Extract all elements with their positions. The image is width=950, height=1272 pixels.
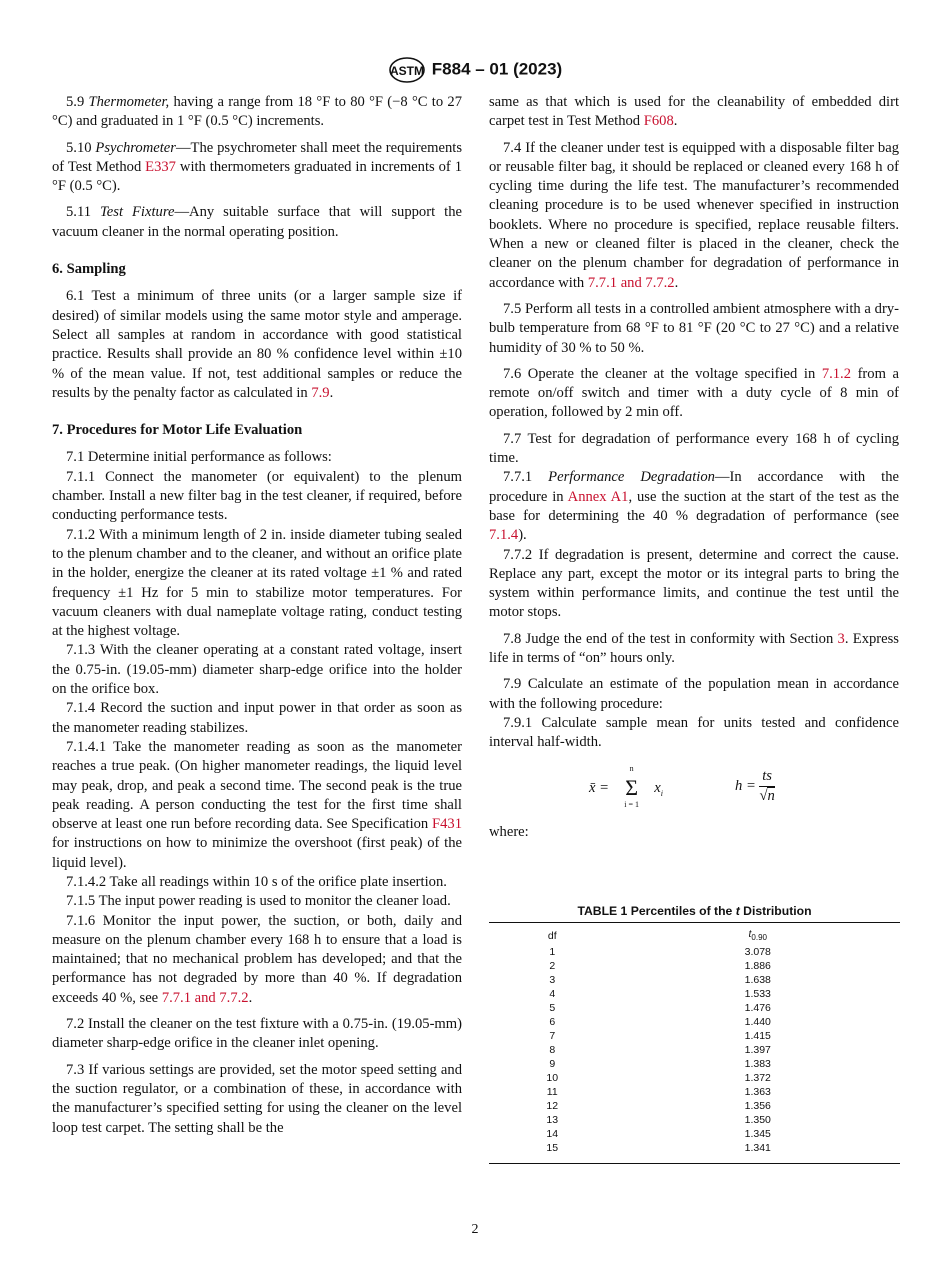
- df-cell: 5: [549, 1001, 556, 1014]
- t-value-cell: 3.078: [744, 945, 771, 958]
- df-cell: 8: [549, 1043, 556, 1056]
- t-value-cell: 1.345: [744, 1127, 771, 1140]
- table-row: [489, 987, 900, 1001]
- sample-mean-formula: x̄ = n Σ i = 1 $x_i$: [589, 763, 664, 809]
- table-row: [489, 1057, 900, 1071]
- cross-reference-link[interactable]: 7.7.1 and 7.7.2: [587, 274, 675, 291]
- t-distribution-table: [489, 904, 900, 1164]
- df-cell: 4: [549, 987, 556, 1000]
- paragraph: 6.1 Test a minimum of three units (or a larger sample size if desired) of similar models using the same motor style and amperage. Select all samples at random in accordance with good statistical practice. Results shall provide an 80 % confidence level within ±10 % of the mean value. If not, test additional samples or reduce the results by the penalty factor as calculated in 7.9.: [52, 288, 462, 401]
- where-label: where:: [489, 823, 529, 840]
- t-value-cell: 1.533: [744, 987, 771, 1000]
- table-caption: TABLE 1 Percentiles of the t Distribution: [577, 903, 812, 918]
- t-value-cell: 1.886: [744, 959, 771, 972]
- df-cell: 12: [546, 1099, 559, 1112]
- paragraph: 7.3 If various settings are provided, set the motor speed setting and the suction regulator, or a combination of these, in accordance with the manufacturer’s specified setting for using the cleaner on the level loop test carpet. The setting shall be the: [52, 1061, 462, 1136]
- svg-text:ASTM: ASTM: [389, 64, 424, 78]
- t-value-cell: 1.476: [744, 1001, 771, 1014]
- df-cell: 3: [549, 973, 556, 986]
- paragraph: 7.5 Perform all tests in a controlled ambient atmosphere with a dry-bulb temperature from 68 °F to 81 °F (20 °C to 27 °C) and a relative humidity of 30 % to 50 %.: [489, 300, 899, 356]
- df-cell: 11: [546, 1085, 558, 1098]
- t-value-cell: 1.356: [744, 1099, 771, 1112]
- cross-reference-link[interactable]: E337: [145, 158, 176, 175]
- table-row: [489, 1085, 900, 1099]
- t-value-cell: 1.415: [744, 1029, 771, 1042]
- paragraph: 5.9 Thermometer, having a range from 18 °F to 80 °F (−8 °C to 27 °C) and graduated in 1 °F (0.5 °C) increments.: [52, 94, 463, 130]
- df-cell: 15: [546, 1141, 559, 1154]
- cross-reference-link[interactable]: F431: [431, 816, 462, 833]
- df-cell: 7: [549, 1029, 556, 1042]
- paragraph: 7.1.4.1 Take the manometer reading as soon as the manometer reaches a true peak. (On higher manometer readings, the liquid level may peak, drop, and peak a second time. The second peak is the true peak reading. A person conducting the test for the first time shall observe at least one run before recording data. See Specification F431 for instructions on how to minimize the overshoot (first peak) of the liquid level).: [52, 738, 462, 871]
- cross-reference-link[interactable]: Annex A1: [567, 488, 629, 505]
- cross-reference-link[interactable]: F608: [643, 113, 674, 130]
- table-row: [489, 1099, 900, 1113]
- paragraph: 7.9.1 Calculate sample mean for units tested and confidence interval half-width.: [489, 714, 899, 751]
- column-header-t: $t_{0.90}$: [748, 927, 767, 942]
- t-value-cell: 1.341: [744, 1141, 771, 1154]
- paragraph: 7.7.1 Performance Degradation—In accordance with the procedure in Annex A1, use the suction at the start of the test as the base for determining the 40 % degradation of performance (see 7.1.4).: [489, 469, 899, 544]
- paragraph: 7.1.2 With a minimum length of 2 in. inside diameter tubing sealed to the plenum chamber and to the cleaner, and without an orifice plate in the holder, energize the cleaner at its rated voltage ±1 % and rated frequency ±1 Hz for 5 min to stabilize motor temperatures. For vacuum cleaners with dual nameplate voltage rating, conduct testing at the highest voltage.: [52, 526, 462, 640]
- paragraph: 7.2 Install the cleaner on the test fixture with a 0.75-in. (19.05-mm) diameter sharp-edge orifice in the cleaner inlet opening.: [52, 1016, 462, 1052]
- cross-reference-link[interactable]: 7.9: [311, 384, 330, 401]
- document-designation: F884 – 01 (2023): [431, 59, 563, 79]
- paragraph: 7.1.6 Monitor the input power, the suction, or both, daily and measure on the plenum chamber every 168 h to ensure that a load is maintained; that no mechanical problem has developed; and that the performance has not degraded by more than 40 %. If degradation exceeds 40 %, see 7.7.1 and 7.7.2.: [52, 912, 462, 1006]
- df-cell: 13: [546, 1113, 559, 1126]
- cross-reference-link[interactable]: 7.7.1 and 7.7.2: [161, 989, 249, 1006]
- paragraph: 7.8 Judge the end of the test in conformity with Section 3. Express life in terms of “on” hours only.: [489, 630, 899, 667]
- table-row: [489, 1113, 900, 1127]
- page-number: 2: [471, 1222, 479, 1237]
- section-heading: 6. Sampling: [52, 261, 126, 278]
- t-value-cell: 1.372: [744, 1071, 771, 1084]
- table-row: [489, 1029, 900, 1043]
- table-row: [489, 1043, 900, 1057]
- df-cell: 9: [549, 1057, 556, 1070]
- t-value-cell: 1.363: [744, 1085, 771, 1098]
- table-row: [489, 1127, 900, 1141]
- section-heading: 7. Procedures for Motor Life Evaluation: [52, 422, 303, 439]
- df-cell: 10: [546, 1071, 559, 1084]
- table-row: [489, 959, 900, 973]
- right-column: [489, 93, 899, 1164]
- t-value-cell: 1.350: [744, 1113, 771, 1126]
- paragraph: same as that which is used for the cleanability of embedded dirt carpet test in Test Method F608.: [489, 94, 899, 130]
- df-cell: 6: [549, 1015, 556, 1028]
- astm-logo-icon: [388, 56, 426, 84]
- paragraph: 5.10 Psychrometer—The psychrometer shall meet the requirements of Test Method E337 with thermometers graduated in increments of 1 °F (0.5 °C).: [52, 139, 462, 195]
- paragraph: 7.1.1 Connect the manometer (or equivalent) to the plenum chamber. Install a new filter bag in the test cleaner, if required, before conducting performance tests.: [52, 468, 462, 524]
- table-row: [489, 1071, 900, 1085]
- paragraph: 7.7.2 If degradation is present, determine and correct the cause. Replace any part, except the motor or its integral parts to bring the system within performance limits, and continue the test until the motor stops.: [489, 546, 899, 621]
- paragraph: 7.4 If the cleaner under test is equipped with a disposable filter bag or reusable filter bag, it should be replaced or cleaned every 168 h of cycling time during the life test. The manufacturer’s recommended cleaning procedure is to be used whenever specified in instruction booklets. Where no procedure is specified, replace reusable filters. When a new or cleaned filter is placed in the cleaner, check the cleaner on the plenum chamber for degradation of performance in accordance with 7.7.1 and 7.7.2.: [489, 139, 899, 291]
- table-row: [489, 945, 900, 959]
- paragraph: 7.7 Test for degradation of performance every 168 h of cycling time.: [489, 430, 899, 467]
- df-cell: 2: [549, 959, 556, 972]
- t-value-cell: 1.638: [744, 973, 771, 986]
- df-cell: 1: [549, 945, 556, 958]
- paragraph: 7.1.4.2 Take all readings within 10 s of the orifice plate insertion.: [66, 873, 447, 890]
- paragraph: 7.6 Operate the cleaner at the voltage specified in 7.1.2 from a remote on/off switch and timer with a duty cycle of 8 min of operation, followed by 2 min off.: [489, 365, 899, 421]
- cross-reference-link[interactable]: 7.1.2: [821, 365, 851, 382]
- cross-reference-link[interactable]: 7.1.4: [489, 527, 519, 544]
- cross-reference-link[interactable]: 3: [837, 630, 845, 647]
- paragraph: 7.1.5 The input power reading is used to monitor the cleaner load.: [66, 893, 451, 910]
- t-value-cell: 1.383: [744, 1057, 771, 1070]
- paragraph: 5.11 Test Fixture—Any suitable surface that will support the vacuum cleaner in the normal operating position.: [52, 204, 462, 240]
- paragraph: 7.9 Calculate an estimate of the population mean in accordance with the following procedure:: [489, 676, 899, 712]
- paragraph: 7.1.3 With the cleaner operating at a constant rated voltage, insert the 0.75-in. (19.05-mm) diameter sharp-edge orifice into the holder on the orifice box.: [52, 642, 462, 698]
- t-value-cell: 1.397: [744, 1043, 771, 1056]
- table-row: [489, 1141, 900, 1164]
- column-header-df: df: [547, 929, 557, 942]
- table-row: [489, 1015, 900, 1029]
- half-width-formula: h = $\frac{ts}{√n}$: [735, 767, 775, 804]
- table-row: [489, 1001, 900, 1015]
- table-row: [489, 973, 900, 987]
- left-column: [52, 93, 462, 1138]
- t-value-cell: 1.440: [744, 1015, 771, 1028]
- page-header: [0, 56, 950, 84]
- paragraph: 7.1 Determine initial performance as follows:: [66, 449, 332, 466]
- formula: [489, 763, 899, 821]
- paragraph: 7.1.4 Record the suction and input power in that order as soon as the manometer reading stabilizes.: [52, 700, 462, 736]
- df-cell: 14: [546, 1127, 559, 1140]
